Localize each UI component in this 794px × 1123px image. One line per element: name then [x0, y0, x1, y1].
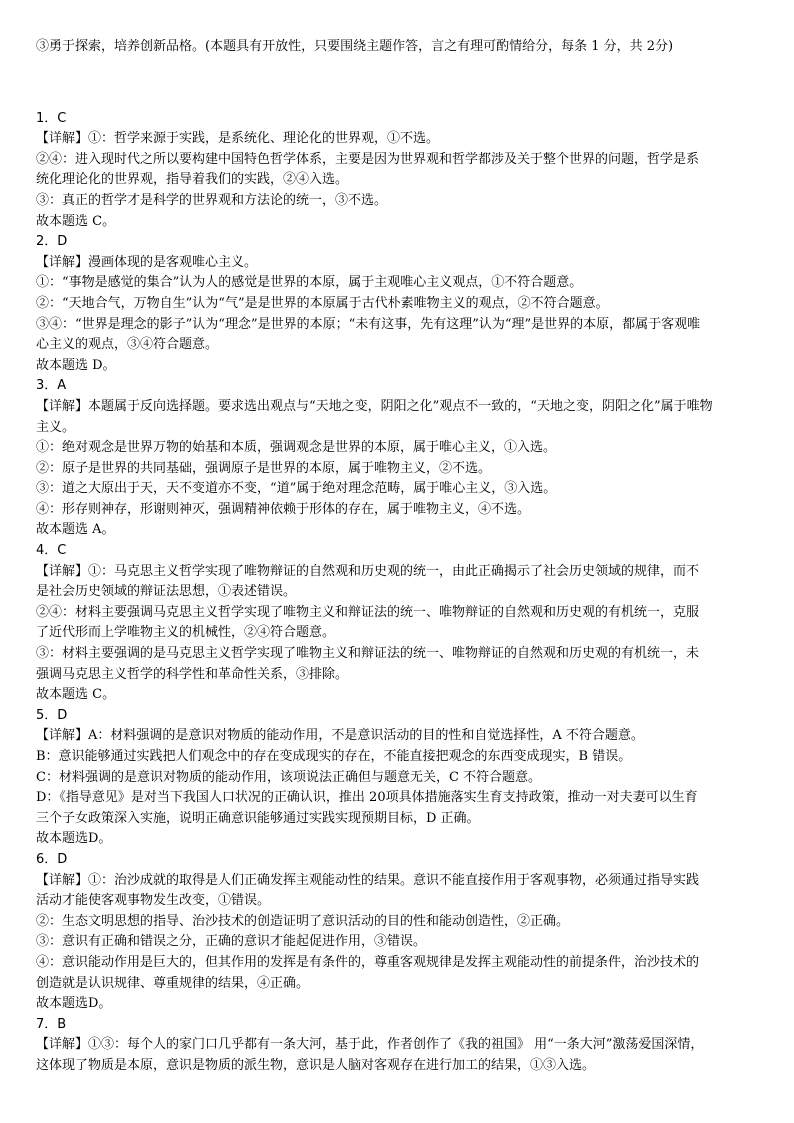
explanation-line: 故本题选 C。	[36, 213, 116, 229]
explanation-line: ②：原子是世界的共同基础，强调原子是世界的本原，属于唯物主义，②不选。	[36, 460, 492, 476]
explanation-line: 这体现了物质是本原，意识是物质的派生物，意识是人脑对客观存在进行加工的结果，①③入选。	[36, 1057, 596, 1073]
question-number: 1．C	[36, 110, 67, 126]
explanation-line: ②：生态文明思想的指导、治沙技术的创造证明了意识活动的目的性和能动创造性，②正确。	[36, 913, 570, 929]
explanation-line: 故本题选D。	[36, 831, 112, 847]
question-block	[36, 541, 758, 706]
question-number: 4．C	[36, 543, 67, 559]
explanation-line: ②：“天地合气，万物自生”认为“气”是是世界的本原属于古代朴素唯物主义的观点，②不符合题意。	[36, 295, 609, 311]
explanation-line: 【详解】A：材料强调的是意识对物质的能动作用，不是意识活动的目的性和自觉选择性，A 不符合题意。	[36, 728, 644, 744]
explanation-line: 【详解】①：治沙成就的取得是人们正确发挥主观能动性的结果。意识不能直接作用于客观事物，必须通过指导实践	[36, 872, 700, 888]
explanation-line: 强调马克思主义哲学的科学性和革命性关系，③排除。	[36, 666, 349, 682]
question-number: 6．D	[36, 851, 68, 867]
explanation-line: ③：道之大原出于天，天不变道亦不变，“道”属于绝对理念范畴，属于唯心主义，③入选。	[36, 481, 557, 497]
explanation-line: ①：“事物是感觉的集合”认为人的感觉是世界的本原，属于主观唯心主义观点，①不符合题意。	[36, 275, 583, 291]
explanation-line: 三个子女政策深入实施，说明正确意识能够通过实践实现预期目标，D 正确。	[36, 810, 480, 826]
question-number: 2．D	[36, 234, 68, 250]
explanation-line: 统化理论化的世界观，指导着我们的实践，②④入选。	[36, 172, 349, 188]
question-number: 3．A	[36, 378, 67, 394]
explanation-line: 【详解】①：哲学来源于实践，是系统化、理论化的世界观，①不选。	[36, 131, 440, 147]
explanation-line: 【详解】漫画体现的是客观唯心主义。	[36, 254, 258, 270]
answer-list	[36, 109, 758, 1077]
explanation-line: C：材料强调的是意识对物质的能动作用，该项说法正确但与题意无关，C 不符合题意。	[36, 769, 542, 785]
explanation-line: ③④：“世界是理念的影子”认为“理念”是世界的本原；“未有这事，先有这理”认为“理”是世界的本原，都属于客观唯	[36, 316, 701, 332]
explanation-line: 【详解】①：马克思主义哲学实现了唯物辩证的自然观和历史观的统一，由此正确揭示了社会历史领域的规律，而不	[36, 563, 700, 579]
explanation-line: 故本题选 C。	[36, 687, 116, 703]
explanation-line: 创造就是认识规律、尊重规律的结果，④正确。	[36, 975, 310, 991]
question-block	[36, 706, 758, 850]
explanation-line: ②④：进入现时代之所以要构建中国特色哲学体系，主要是因为世界观和哲学都涉及关于整个世界的问题，哲学是系	[36, 151, 700, 167]
explanation-line: D：《指导意见》是对当下我国人口状况的正确认识，推出 20项具体措施落实生育支持政策，推动一对夫妻可以生育	[36, 790, 698, 806]
section-gap	[36, 58, 758, 109]
question-number: 5．D	[36, 707, 68, 723]
explanation-line: ④：形存则神存，形谢则神灭，强调精神依赖于形体的存在，属于唯物主义，④不选。	[36, 501, 531, 517]
explanation-line: 是社会历史领域的辩证法思想，①表述错误。	[36, 584, 297, 600]
explanation-line: ②④：材料主要强调马克思主义哲学实现了唯物主义和辩证法的统一、唯物辩证的自然观和历史观的有机统一，克服	[36, 604, 700, 620]
explanation-line: 【详解】本题属于反向选择题。要求选出观点与“天地之变，阴阳之化”观点不一致的，“天地之变，阴阳之化”属于唯物	[36, 398, 713, 414]
explanation-line: ③：真正的哲学才是科学的世界观和方法论的统一，③不选。	[36, 192, 388, 208]
question-block	[36, 232, 758, 376]
question-block	[36, 850, 758, 1015]
explanation-line: 心主义的观点，③④符合题意。	[36, 337, 219, 353]
question-block	[36, 109, 758, 233]
question-block	[36, 1015, 758, 1077]
explanation-line: 故本题选 A。	[36, 522, 115, 538]
intro-line: ③勇于探索，培养创新品格。(本题具有开放性，只要围绕主题作答，言之有理可酌情给分，每条 1 分，共 2分)	[36, 39, 674, 54]
explanation-line: 活动才能使客观事物发生改变，①错误。	[36, 893, 271, 909]
explanation-line: B：意识能够通过实践把人们观念中的存在变成现实的存在，不能直接把观念的东西变成现实，B 错误。	[36, 749, 632, 764]
explanation-line: ①：绝对观念是世界万物的始基和本质，强调观念是世界的本原，属于唯心主义，①入选。	[36, 440, 557, 456]
explanation-line: 故本题选D。	[36, 996, 112, 1012]
explanation-line: 【详解】①③：每个人的家门口几乎都有一条大河，基于此，作者创作了《我的祖国》 用“一条大河”激荡爱国深情，	[36, 1037, 704, 1053]
explanation-line: 了近代形而上学唯物主义的机械性，②④符合题意。	[36, 625, 336, 641]
answer-page	[36, 37, 758, 1077]
explanation-line: 故本题选 D。	[36, 357, 116, 373]
question-number: 7．B	[36, 1016, 67, 1032]
explanation-line: ③：材料主要强调的是马克思主义哲学实现了唯物主义和辩证法的统一、唯物辩证的自然观和历史观的有机统一，未	[36, 646, 700, 662]
explanation-line: 主义。	[36, 419, 76, 435]
explanation-line: ④：意识能动作用是巨大的，但其作用的发挥是有条件的，尊重客观规律是发挥主观能动性的前提条件，治沙技术的	[36, 954, 700, 970]
explanation-line: ③：意识有正确和错误之分，正确的意识才能起促进作用，③错误。	[36, 934, 427, 950]
question-block	[36, 376, 758, 541]
